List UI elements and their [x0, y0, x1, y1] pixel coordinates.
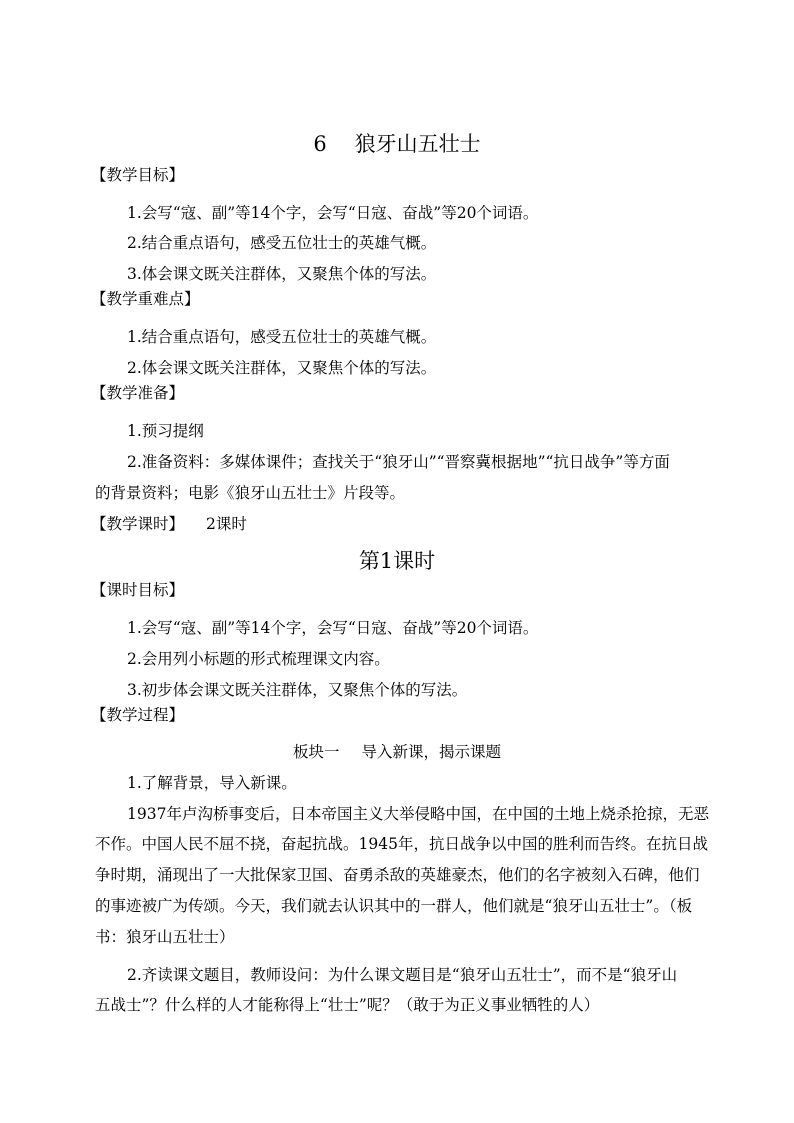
- key-point-item: 1.结合重点语句，感受五位壮士的英雄气概。: [127, 328, 437, 346]
- lesson-title-text: 狼牙山五壮士: [354, 132, 481, 156]
- process-paragraph: 争时期，涌现出了一大批保家卫国、奋勇杀敌的英雄豪杰，他们的名字被刻入石碑，他们: [95, 866, 700, 884]
- preparation-heading: 【教学准备】: [91, 384, 185, 402]
- preparation-item: 2.准备资料：多媒体课件；查找关于“狼牙山”“晋察冀根据地”“抗日战争”等方面: [127, 453, 670, 471]
- process-paragraph: 的事迹被广为传颂。今天，我们就去认识其中的一群人，他们就是“狼牙山五壮士”。（板: [95, 897, 693, 915]
- block-heading: [0, 742, 794, 762]
- key-points-heading: 【教学重难点】: [91, 290, 200, 308]
- period-goals-heading: 【课时目标】: [91, 581, 185, 599]
- goal-item: 1.会写“寇、副”等14个字，会写“日寇、奋战”等20个词语。: [127, 204, 539, 222]
- period-goal-item: 1.会写“寇、副”等14个字，会写“日寇、奋战”等20个词语。: [127, 619, 539, 637]
- preparation-item: 1.预习提纲: [127, 422, 204, 440]
- process-step-continued: 五战士”？什么样的人才能称得上“壮士”呢？（敢于为正义事业牺牲的人）: [95, 996, 600, 1014]
- process-heading: 【教学过程】: [91, 706, 185, 724]
- block-text: 导入新课，揭示课题: [361, 743, 502, 761]
- class-hours-line: [91, 514, 721, 534]
- block-label: 板块一: [292, 743, 340, 761]
- period-goal-item: 3.初步体会课文既关注群体，又聚焦个体的写法。: [127, 681, 468, 699]
- process-step: 2.齐读课文题目，教师设问：为什么课文题目是“狼牙山五壮士”，而不是“狼牙山: [127, 966, 678, 984]
- process-paragraph: 书：狼牙山五壮士）: [95, 928, 235, 946]
- lesson-title: [0, 131, 794, 157]
- goals-heading: 【教学目标】: [91, 166, 185, 184]
- process-paragraph: 1937年卢沟桥事变后，日本帝国主义大举侵略中国，在中国的土地上烧杀抢掠，无恶: [127, 805, 709, 823]
- lesson-number: 6: [313, 132, 327, 156]
- period-goal-item: 2.会用列小标题的形式梳理课文内容。: [127, 650, 390, 668]
- goal-item: 3.体会课文既关注群体，又聚焦个体的写法。: [127, 265, 437, 283]
- process-step: 1.了解背景，导入新课。: [127, 774, 297, 792]
- goal-item: 2.结合重点语句，感受五位壮士的英雄气概。: [127, 234, 437, 252]
- process-paragraph: 不作。中国人民不屈不挠，奋起抗战。1945年，抗日战争以中国的胜利而告终。在抗日战: [95, 835, 708, 853]
- period-title: 第1课时: [358, 549, 436, 573]
- preparation-item-continued: 的背景资料；电影《狼牙山五壮士》片段等。: [95, 484, 406, 502]
- class-hours-value: 2课时: [206, 515, 247, 533]
- key-point-item: 2.体会课文既关注群体，又聚焦个体的写法。: [127, 359, 437, 377]
- class-hours-heading: 【教学课时】: [91, 515, 185, 533]
